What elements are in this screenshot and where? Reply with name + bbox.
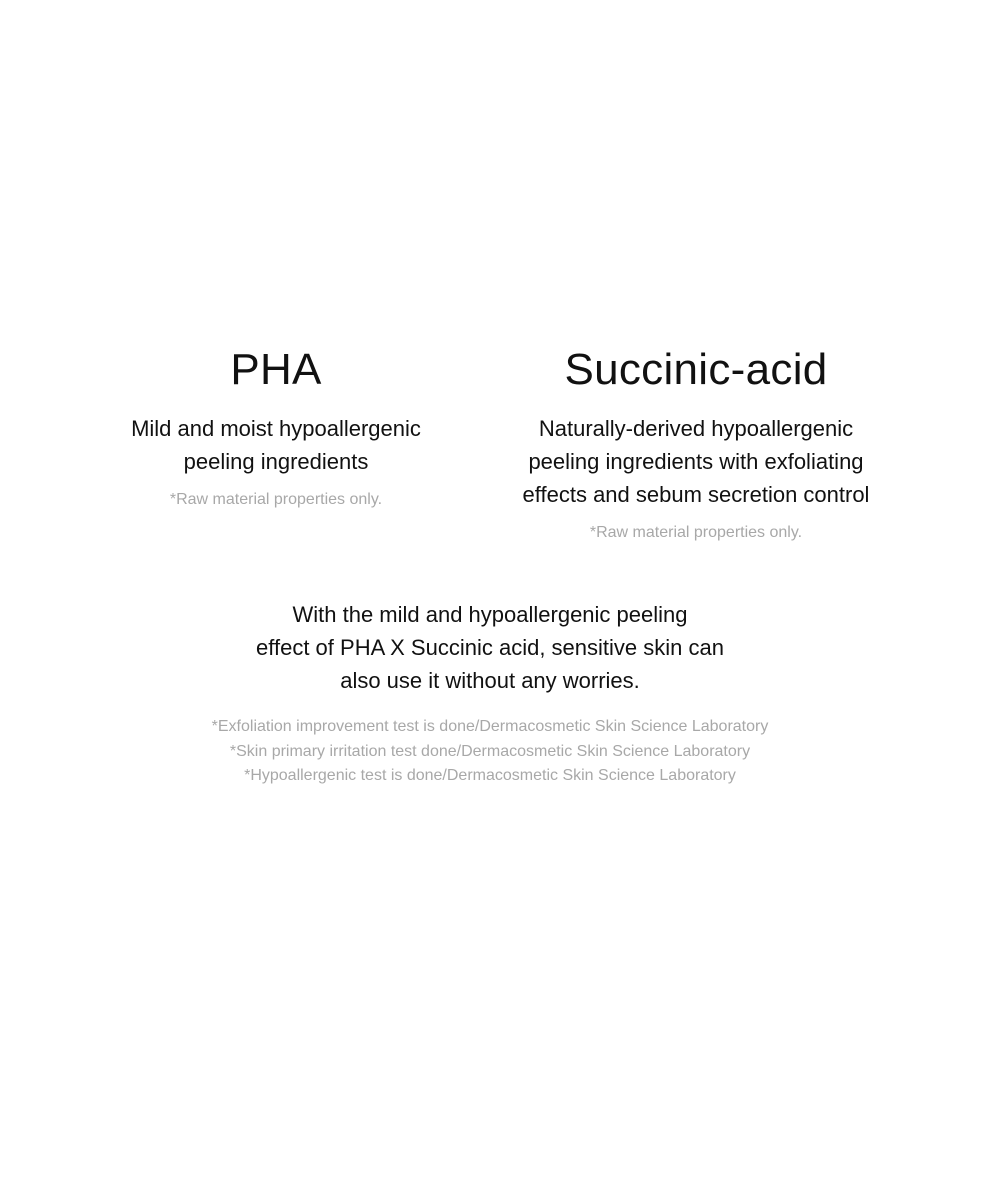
test-note-exfoliation: *Exfoliation improvement test is done/Dermacosmetic Skin Science Laboratory bbox=[211, 718, 769, 735]
ingredient-title: PHA bbox=[230, 345, 322, 394]
ingredient-description: Naturally-derived hypoallergenic peeling ingredients with exfoliating effects and sebum secretion control bbox=[522, 416, 870, 507]
ingredient-pha bbox=[86, 344, 466, 511]
ingredient-description: Mild and moist hypoallergenic peeling ingredients bbox=[131, 416, 421, 474]
ingredient-note: *Raw material properties only. bbox=[169, 491, 383, 508]
ingredient-succinic-acid bbox=[496, 344, 896, 544]
test-notes-list bbox=[100, 715, 880, 789]
summary-block bbox=[100, 598, 880, 789]
test-note-hypoallergenic: *Hypoallergenic test is done/Dermacosmetic Skin Science Laboratory bbox=[244, 767, 736, 784]
ingredient-note: *Raw material properties only. bbox=[589, 524, 803, 541]
summary-text: With the mild and hypoallergenic peeling effect of PHA X Succinic acid, sensitive skin can also use it without any worries. bbox=[256, 602, 724, 693]
ingredient-title: Succinic-acid bbox=[564, 345, 828, 394]
test-note-irritation: *Skin primary irritation test done/Dermacosmetic Skin Science Laboratory bbox=[229, 742, 751, 760]
